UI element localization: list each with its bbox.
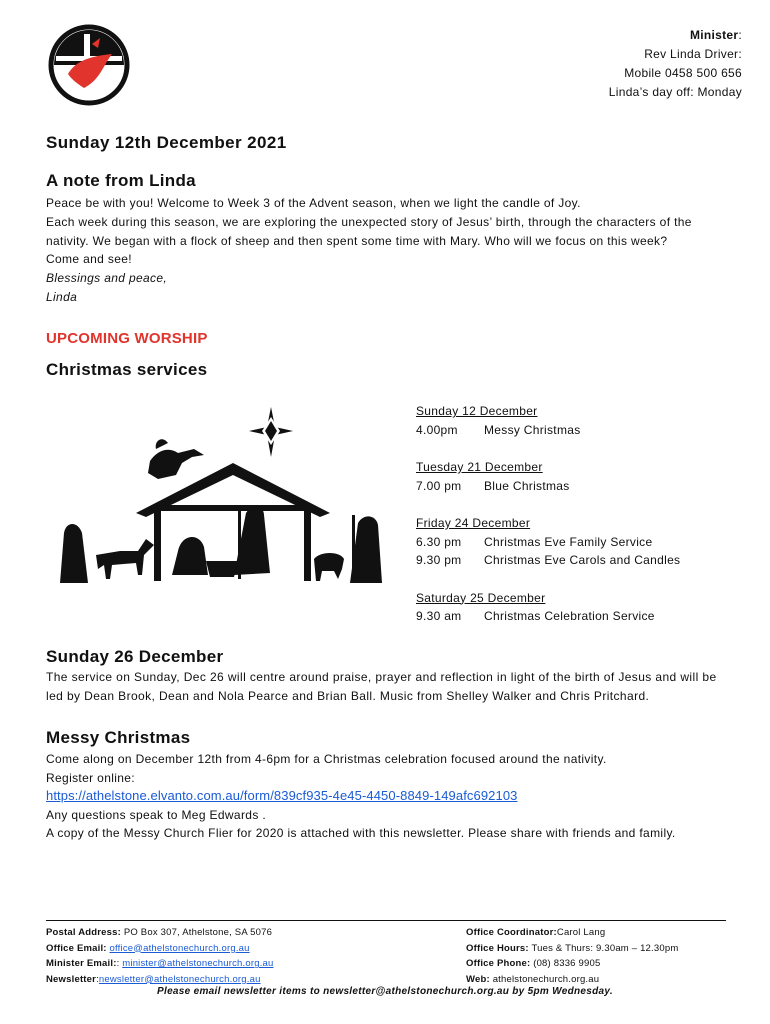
schedule-event: Christmas Celebration Service bbox=[484, 609, 655, 623]
register-label: Register online: bbox=[46, 770, 135, 785]
uniting-church-logo bbox=[48, 24, 130, 106]
newsletter-label: Newsletter bbox=[46, 973, 97, 985]
schedule-time: 6.30 pm bbox=[416, 534, 462, 549]
schedule-row bbox=[416, 551, 736, 570]
office-phone-value: (08) 8336 9905 bbox=[533, 958, 601, 970]
schedule-event: Blue Christmas bbox=[484, 478, 570, 493]
note-heading: A note from Linda bbox=[46, 171, 196, 190]
sunday-26-heading: Sunday 26 December bbox=[46, 647, 224, 666]
minister-email-link[interactable]: minister@athelstonechurch.org.au bbox=[122, 958, 274, 970]
date-heading: Sunday 12th December 2021 bbox=[46, 133, 287, 152]
schedule-row bbox=[416, 477, 736, 496]
schedule-day: Sunday 12 December bbox=[416, 404, 538, 418]
footer-divider bbox=[46, 920, 726, 921]
note-signoff: Blessings and peace, bbox=[46, 271, 168, 286]
office-hours-label: Office Hours: bbox=[466, 942, 529, 954]
schedule-block bbox=[416, 402, 736, 439]
office-phone-label: Office Phone: bbox=[466, 958, 531, 970]
footer-left: Postal Address: PO Box 307, Athelstone, SA 5076 Office Email: office@athelstonechurch.org.au Minister Email:: minister@athelstonechurch.org.au Newsletter:newsletter@athelstonechurch.org.au bbox=[46, 927, 274, 985]
messy-paragraph: A copy of the Messy Church Flier for 2020 is attached with this newsletter. Please share with friends and family. bbox=[46, 826, 676, 840]
schedule-day: Tuesday 21 December bbox=[416, 460, 543, 474]
minister-day-off: Linda’s day off: Monday bbox=[608, 85, 742, 99]
christmas-schedule bbox=[416, 402, 736, 645]
register-link[interactable]: https://athelstone.elvanto.com.au/form/839cf935-4e45-4450-8849-149afc692103 bbox=[46, 788, 518, 803]
minister-email-label: Minister Email: bbox=[46, 958, 117, 970]
note-signature: Linda bbox=[46, 289, 78, 304]
note-paragraph: Come and see! bbox=[46, 252, 132, 267]
messy-paragraph: Any questions speak to Meg Edwards . bbox=[46, 807, 267, 822]
christmas-services-heading: Christmas services bbox=[46, 360, 208, 379]
schedule-event: Christmas Eve Family Service bbox=[484, 534, 653, 549]
schedule-event: Christmas Eve Carols and Candles bbox=[484, 553, 681, 567]
office-email-label: Office Email: bbox=[46, 942, 107, 954]
schedule-day: Saturday 25 December bbox=[416, 590, 546, 605]
note-body bbox=[46, 194, 736, 307]
minister-info: Minister: Rev Linda Driver: Mobile 0458 500 656 Linda’s day off: Monday bbox=[609, 26, 742, 102]
footer-right bbox=[466, 925, 678, 987]
coordinator-value: Carol Lang bbox=[556, 927, 606, 938]
schedule-time: 4.00pm bbox=[416, 422, 458, 437]
coordinator-label: Office Coordinator: bbox=[466, 927, 557, 938]
web-label: Web: bbox=[466, 973, 490, 985]
schedule-row bbox=[416, 421, 736, 440]
note-paragraph: Each week during this season, we are exploring the unexpected story of Jesus’ birth, through the characters of the nativity. We began with a flock of sheep and then spent some time with Mary. Who will we focus on this week? bbox=[46, 214, 692, 248]
schedule-block bbox=[416, 589, 736, 626]
upcoming-worship-heading: UPCOMING WORSHIP bbox=[46, 330, 208, 347]
schedule-row bbox=[416, 607, 736, 626]
schedule-event: Messy Christmas bbox=[484, 422, 581, 437]
note-paragraph: Peace be with you! Welcome to Week 3 of the Advent season, when we light the candle of Joy. bbox=[46, 196, 581, 210]
schedule-time: 9.30 pm bbox=[416, 553, 462, 567]
schedule-block bbox=[416, 458, 736, 495]
minister-label: Minister bbox=[689, 28, 739, 42]
messy-christmas-heading: Messy Christmas bbox=[46, 728, 191, 747]
schedule-block bbox=[416, 514, 736, 570]
postal-value: PO Box 307, Athelstone, SA 5076 bbox=[123, 927, 273, 938]
minister-name: Rev Linda Driver: bbox=[644, 47, 742, 61]
schedule-row bbox=[416, 533, 736, 552]
sunday-26-text: The service on Sunday, Dec 26 will centre around praise, prayer and reflection in light of the birth of Jesus and will be led by Dean Brook, Dean and Nola Pearce and Brian Ball. Music from Shelley Walker and Chris Pritchard. bbox=[46, 670, 717, 703]
minister-mobile: Mobile 0458 500 656 bbox=[624, 66, 742, 80]
schedule-time: 9.30 am bbox=[416, 609, 462, 623]
office-hours-value: Tues & Thurs: 9.30am – 12.30pm bbox=[531, 942, 679, 954]
newsletter-email-link[interactable]: newsletter@athelstonechurch.org.au bbox=[98, 973, 261, 985]
office-email-link[interactable]: office@athelstonechurch.org.au bbox=[109, 942, 250, 954]
web-value: athelstonechurch.org.au bbox=[492, 973, 600, 985]
messy-christmas-body bbox=[46, 750, 736, 843]
schedule-day: Friday 24 December bbox=[416, 516, 531, 530]
postal-label: Postal Address: bbox=[46, 927, 121, 938]
nativity-scene-illustration bbox=[58, 405, 388, 590]
newsletter-submission-note: Please email newsletter items to newsletter@athelstonechurch.org.au by 5pm Wednesday. bbox=[157, 986, 613, 997]
messy-paragraph: Come along on December 12th from 4-6pm for a Christmas celebration focused around the nativity. bbox=[46, 752, 607, 766]
schedule-time: 7.00 pm bbox=[416, 478, 462, 493]
